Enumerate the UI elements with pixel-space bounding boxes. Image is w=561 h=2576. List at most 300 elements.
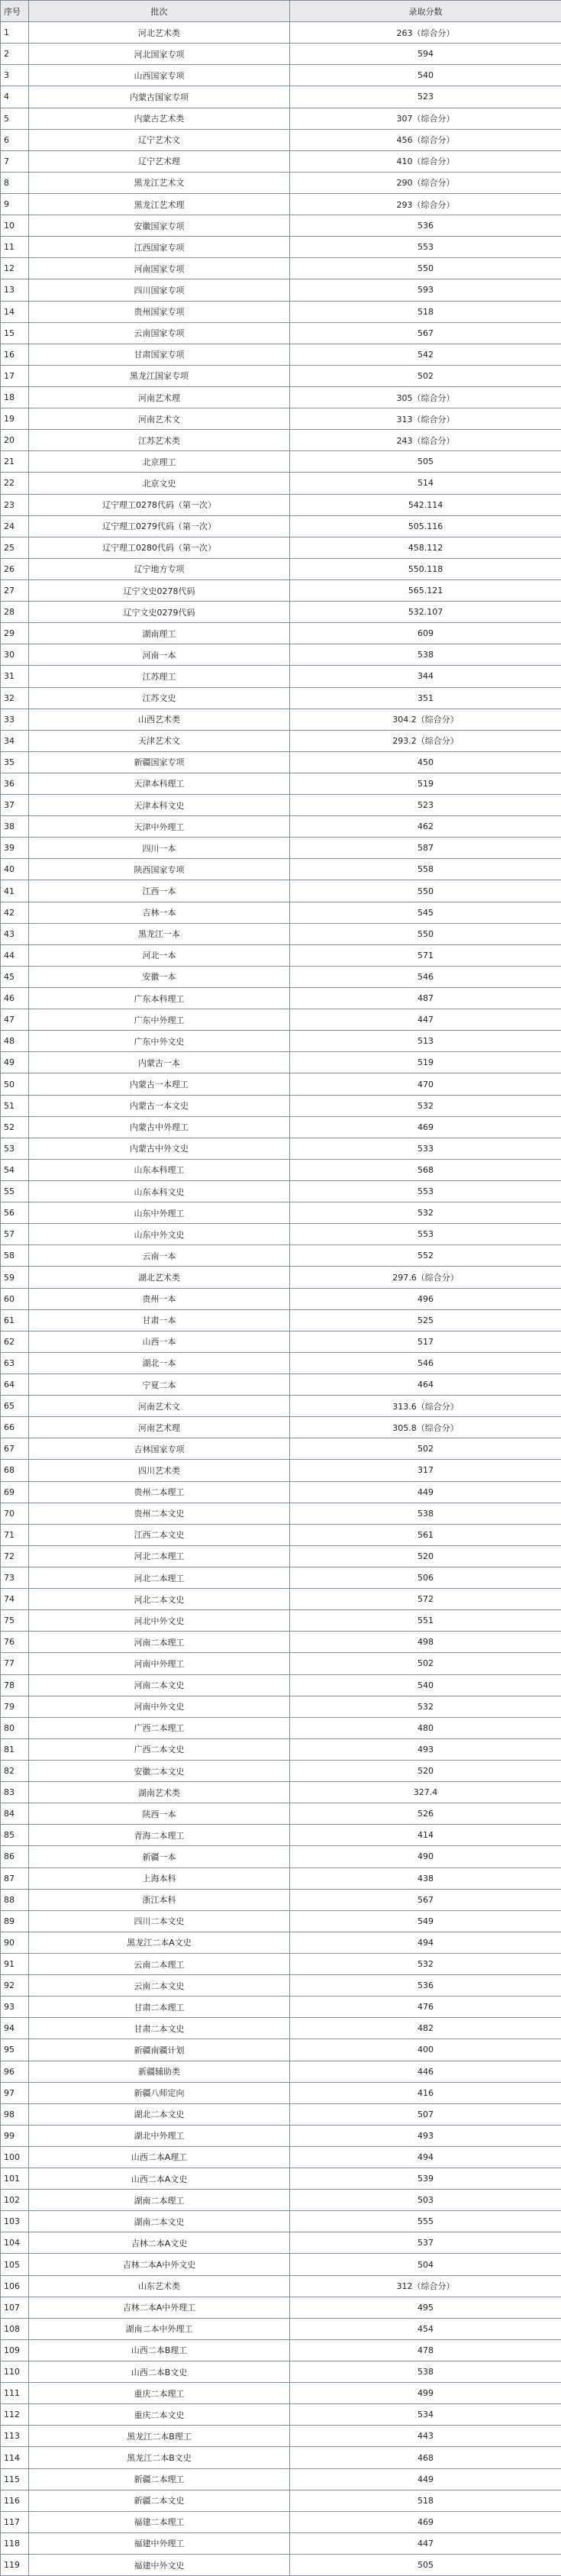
- table-row: [1, 1073, 561, 1095]
- row-score: 593: [290, 279, 561, 301]
- row-batch: 四川国家专项: [29, 279, 290, 301]
- row-index: 43: [1, 923, 29, 944]
- table-row: [1, 1632, 561, 1653]
- table-row: [1, 2168, 561, 2190]
- row-index: 89: [1, 1910, 29, 1932]
- row-index: 117: [1, 2511, 29, 2532]
- row-score: 536: [290, 1975, 561, 1997]
- row-index: 76: [1, 1632, 29, 1653]
- row-batch: 河南一本: [29, 644, 290, 666]
- table-row: [1, 2211, 561, 2232]
- row-score: 555: [290, 2211, 561, 2232]
- row-score: 520: [290, 1545, 561, 1567]
- row-score: 533: [290, 1138, 561, 1159]
- row-batch: 河南艺术文: [29, 408, 290, 430]
- table-row: [1, 1846, 561, 1867]
- row-score: 538: [290, 644, 561, 666]
- row-index: 64: [1, 1374, 29, 1396]
- row-index: 111: [1, 2383, 29, 2404]
- table-row: [1, 2511, 561, 2532]
- row-score: 540: [290, 65, 561, 86]
- table-row: [1, 1545, 561, 1567]
- row-batch: 辽宁地方专项: [29, 558, 290, 579]
- row-index: 112: [1, 2404, 29, 2426]
- table-row: [1, 2190, 561, 2211]
- row-score: 609: [290, 623, 561, 644]
- row-score: 498: [290, 1632, 561, 1653]
- row-index: 66: [1, 1417, 29, 1438]
- table-row: [1, 1417, 561, 1438]
- row-score: 446: [290, 2061, 561, 2082]
- row-batch: 河南二本理工: [29, 1632, 290, 1653]
- row-score: 506: [290, 1567, 561, 1588]
- row-index: 67: [1, 1438, 29, 1460]
- row-score: 297.6（综合分）: [290, 1267, 561, 1288]
- row-score: 458.112: [290, 537, 561, 558]
- row-index: 29: [1, 623, 29, 644]
- row-batch: 云南二本文史: [29, 1975, 290, 1997]
- row-index: 47: [1, 1009, 29, 1031]
- table-row: [1, 86, 561, 108]
- row-index: 31: [1, 666, 29, 687]
- row-batch: 广西二本文史: [29, 1738, 290, 1760]
- row-index: 72: [1, 1545, 29, 1567]
- row-score: 312（综合分）: [290, 2275, 561, 2297]
- table-row: [1, 966, 561, 987]
- table-row: [1, 880, 561, 902]
- table-row: [1, 944, 561, 966]
- row-batch: 山西二本A文史: [29, 2168, 290, 2190]
- row-index: 65: [1, 1396, 29, 1417]
- row-batch: 江西国家专项: [29, 237, 290, 258]
- row-batch: 辽宁艺术文: [29, 129, 290, 150]
- row-index: 71: [1, 1524, 29, 1545]
- row-index: 74: [1, 1589, 29, 1610]
- row-batch: 湖南二本理工: [29, 2190, 290, 2211]
- table-row: [1, 730, 561, 751]
- header-score: 录取分数: [290, 1, 561, 22]
- row-index: 106: [1, 2275, 29, 2297]
- table-row: [1, 494, 561, 515]
- row-index: 115: [1, 2468, 29, 2490]
- table-row: [1, 2383, 561, 2404]
- row-index: 59: [1, 1267, 29, 1288]
- row-batch: 福建中外理工: [29, 2532, 290, 2554]
- row-score: 307（综合分）: [290, 108, 561, 129]
- row-batch: 内蒙古中外文史: [29, 1138, 290, 1159]
- row-batch: 黑龙江二本B文史: [29, 2447, 290, 2468]
- row-batch: 新疆一本: [29, 1846, 290, 1867]
- table-row: [1, 2361, 561, 2383]
- row-index: 34: [1, 730, 29, 751]
- row-index: 62: [1, 1331, 29, 1352]
- row-batch: 四川一本: [29, 838, 290, 859]
- row-batch: 陕西国家专项: [29, 859, 290, 880]
- row-batch: 广东中外文史: [29, 1031, 290, 1052]
- table-row: [1, 2082, 561, 2103]
- row-score: 351: [290, 687, 561, 709]
- row-batch: 山东艺术类: [29, 2275, 290, 2297]
- row-score: 514: [290, 473, 561, 494]
- row-score: 526: [290, 1803, 561, 1825]
- row-score: 327.4: [290, 1782, 561, 1803]
- row-index: 22: [1, 473, 29, 494]
- row-batch: 贵州二本文史: [29, 1503, 290, 1524]
- row-score: 532: [290, 1953, 561, 1974]
- row-batch: 云南二本理工: [29, 1953, 290, 1974]
- row-batch: 山西二本B文史: [29, 2361, 290, 2383]
- row-batch: 甘肃一本: [29, 1309, 290, 1331]
- row-score: 568: [290, 1159, 561, 1180]
- table-row: [1, 2039, 561, 2061]
- row-batch: 内蒙古一本: [29, 1052, 290, 1073]
- table-row: [1, 923, 561, 944]
- row-score: 494: [290, 1932, 561, 1953]
- row-index: 58: [1, 1245, 29, 1267]
- row-index: 98: [1, 2103, 29, 2125]
- row-batch: 湖北艺术类: [29, 1267, 290, 1288]
- row-score: 464: [290, 1374, 561, 1396]
- table-row: [1, 795, 561, 816]
- row-batch: 甘肃国家专项: [29, 344, 290, 365]
- row-batch: 山东中外文史: [29, 1224, 290, 1245]
- row-score: 550: [290, 880, 561, 902]
- row-batch: 黑龙江艺术文: [29, 172, 290, 193]
- row-batch: 河北二本文史: [29, 1589, 290, 1610]
- row-batch: 河南艺术理: [29, 1417, 290, 1438]
- row-score: 447: [290, 1009, 561, 1031]
- row-index: 21: [1, 451, 29, 473]
- row-index: 48: [1, 1031, 29, 1052]
- header-index: 序号: [1, 1, 29, 22]
- row-index: 114: [1, 2447, 29, 2468]
- row-index: 57: [1, 1224, 29, 1245]
- table-row: [1, 1997, 561, 2018]
- row-index: 77: [1, 1653, 29, 1674]
- row-index: 33: [1, 709, 29, 730]
- table-row: [1, 1503, 561, 1524]
- row-score: 553: [290, 1224, 561, 1245]
- row-index: 94: [1, 2018, 29, 2039]
- table-body: [1, 22, 561, 2576]
- row-batch: 河南艺术文: [29, 1396, 290, 1417]
- row-index: 95: [1, 2039, 29, 2061]
- row-batch: 吉林二本A中外理工: [29, 2297, 290, 2318]
- row-batch: 甘肃二本理工: [29, 1997, 290, 2018]
- row-index: 53: [1, 1138, 29, 1159]
- row-score: 518: [290, 2490, 561, 2511]
- row-index: 49: [1, 1052, 29, 1073]
- row-score: 505.116: [290, 515, 561, 537]
- row-score: 493: [290, 1738, 561, 1760]
- row-batch: 新疆二本理工: [29, 2468, 290, 2490]
- row-index: 109: [1, 2339, 29, 2361]
- table-row: [1, 386, 561, 408]
- table-row: [1, 687, 561, 709]
- row-batch: 天津中外理工: [29, 816, 290, 838]
- row-score: 545: [290, 902, 561, 923]
- table-row: [1, 2232, 561, 2254]
- row-score: 553: [290, 237, 561, 258]
- row-index: 26: [1, 558, 29, 579]
- row-score: 532.107: [290, 602, 561, 623]
- table-row: [1, 322, 561, 344]
- table-row: [1, 1738, 561, 1760]
- row-score: 499: [290, 2383, 561, 2404]
- table-row: [1, 1031, 561, 1052]
- row-score: 550.118: [290, 558, 561, 579]
- table-row: [1, 838, 561, 859]
- row-score: 538: [290, 1503, 561, 1524]
- table-row: [1, 44, 561, 65]
- row-batch: 辽宁理工0279代码（第一次）: [29, 515, 290, 537]
- row-score: 263（综合分）: [290, 22, 561, 44]
- row-index: 7: [1, 150, 29, 172]
- table-row: [1, 108, 561, 129]
- row-index: 12: [1, 258, 29, 279]
- row-score: 504: [290, 2254, 561, 2275]
- table-row: [1, 1782, 561, 1803]
- table-row: [1, 537, 561, 558]
- row-batch: 上海本科: [29, 1867, 290, 1889]
- row-index: 104: [1, 2232, 29, 2254]
- row-score: 553: [290, 1181, 561, 1202]
- table-row: [1, 666, 561, 687]
- row-index: 55: [1, 1181, 29, 1202]
- row-score: 304.2（综合分）: [290, 709, 561, 730]
- row-score: 454: [290, 2318, 561, 2339]
- row-index: 100: [1, 2146, 29, 2168]
- row-index: 51: [1, 1095, 29, 1116]
- row-index: 39: [1, 838, 29, 859]
- row-batch: 河北一本: [29, 944, 290, 966]
- row-index: 103: [1, 2211, 29, 2232]
- row-score: 505: [290, 451, 561, 473]
- row-score: 507: [290, 2103, 561, 2125]
- table-row: [1, 2318, 561, 2339]
- row-index: 107: [1, 2297, 29, 2318]
- row-score: 542: [290, 344, 561, 365]
- table-row: [1, 1181, 561, 1202]
- row-index: 14: [1, 301, 29, 322]
- row-score: 313（综合分）: [290, 408, 561, 430]
- row-index: 27: [1, 579, 29, 601]
- table-row: [1, 558, 561, 579]
- row-index: 10: [1, 215, 29, 237]
- row-index: 61: [1, 1309, 29, 1331]
- row-score: 519: [290, 773, 561, 794]
- row-score: 496: [290, 1288, 561, 1309]
- row-batch: 福建二本理工: [29, 2511, 290, 2532]
- table-row: [1, 150, 561, 172]
- row-score: 502: [290, 365, 561, 386]
- row-batch: 河北二本理工: [29, 1545, 290, 1567]
- row-score: 243（综合分）: [290, 430, 561, 451]
- row-score: 594: [290, 44, 561, 65]
- row-batch: 湖北中外理工: [29, 2125, 290, 2146]
- row-score: 470: [290, 1073, 561, 1095]
- row-batch: 天津艺术文: [29, 730, 290, 751]
- row-index: 69: [1, 1481, 29, 1503]
- table-row: [1, 859, 561, 880]
- row-index: 35: [1, 751, 29, 773]
- row-index: 9: [1, 193, 29, 215]
- table-row: [1, 2103, 561, 2125]
- row-index: 11: [1, 237, 29, 258]
- row-batch: 江西一本: [29, 880, 290, 902]
- row-index: 82: [1, 1760, 29, 1781]
- row-index: 19: [1, 408, 29, 430]
- row-score: 317: [290, 1460, 561, 1481]
- row-score: 546: [290, 1352, 561, 1374]
- table-row: [1, 2339, 561, 2361]
- table-row: [1, 1653, 561, 1674]
- table-row: [1, 279, 561, 301]
- row-index: 30: [1, 644, 29, 666]
- table-row: [1, 1825, 561, 1846]
- table-row: [1, 2404, 561, 2426]
- row-index: 37: [1, 795, 29, 816]
- row-score: 520: [290, 1760, 561, 1781]
- row-batch: 天津本科理工: [29, 773, 290, 794]
- row-batch: 山东本科文史: [29, 1181, 290, 1202]
- row-batch: 湖北一本: [29, 1352, 290, 1374]
- row-batch: 河北艺术类: [29, 22, 290, 44]
- row-batch: 新疆二本文史: [29, 2490, 290, 2511]
- row-index: 13: [1, 279, 29, 301]
- row-score: 523: [290, 795, 561, 816]
- table-row: [1, 258, 561, 279]
- row-index: 56: [1, 1202, 29, 1224]
- row-batch: 内蒙古一本理工: [29, 1073, 290, 1095]
- row-batch: 新疆八师定向: [29, 2082, 290, 2103]
- row-batch: 山西二本A理工: [29, 2146, 290, 2168]
- row-batch: 河南中外理工: [29, 1653, 290, 1674]
- row-score: 546: [290, 966, 561, 987]
- row-batch: 河南艺术理: [29, 386, 290, 408]
- table-row: [1, 1760, 561, 1781]
- table-row: [1, 1224, 561, 1245]
- row-batch: 甘肃二本文史: [29, 2018, 290, 2039]
- row-score: 567: [290, 1889, 561, 1910]
- table-row: [1, 2426, 561, 2447]
- row-batch: 山东中外理工: [29, 1202, 290, 1224]
- row-score: 344: [290, 666, 561, 687]
- table-row: [1, 2018, 561, 2039]
- row-index: 5: [1, 108, 29, 129]
- row-batch: 河南国家专项: [29, 258, 290, 279]
- table-row: [1, 1717, 561, 1738]
- table-row: [1, 215, 561, 237]
- row-index: 54: [1, 1159, 29, 1180]
- row-score: 549: [290, 1910, 561, 1932]
- row-score: 540: [290, 1674, 561, 1696]
- row-score: 552: [290, 1245, 561, 1267]
- row-index: 113: [1, 2426, 29, 2447]
- row-batch: 辽宁文史0279代码: [29, 602, 290, 623]
- row-batch: 天津本科文史: [29, 795, 290, 816]
- row-batch: 山西艺术类: [29, 709, 290, 730]
- table-row: [1, 751, 561, 773]
- row-score: 572: [290, 1589, 561, 1610]
- row-score: 536: [290, 215, 561, 237]
- row-score: 469: [290, 2511, 561, 2532]
- table-row: [1, 1374, 561, 1396]
- row-score: 400: [290, 2039, 561, 2061]
- table-row: [1, 1438, 561, 1460]
- row-index: 68: [1, 1460, 29, 1481]
- row-index: 73: [1, 1567, 29, 1588]
- row-index: 18: [1, 386, 29, 408]
- row-score: 532: [290, 1696, 561, 1717]
- row-index: 38: [1, 816, 29, 838]
- table-row: [1, 129, 561, 150]
- table-row: [1, 2447, 561, 2468]
- row-batch: 江西二本文史: [29, 1524, 290, 1545]
- row-score: 502: [290, 1438, 561, 1460]
- table-row: [1, 709, 561, 730]
- row-batch: 四川二本文史: [29, 1910, 290, 1932]
- row-score: 487: [290, 988, 561, 1009]
- row-score: 550: [290, 258, 561, 279]
- row-batch: 新疆国家专项: [29, 751, 290, 773]
- row-batch: 广东本科理工: [29, 988, 290, 1009]
- row-index: 23: [1, 494, 29, 515]
- row-index: 3: [1, 65, 29, 86]
- row-score: 438: [290, 1867, 561, 1889]
- row-score: 480: [290, 1717, 561, 1738]
- table-row: [1, 301, 561, 322]
- table-header-row: [1, 1, 561, 22]
- table-row: [1, 451, 561, 473]
- row-index: 101: [1, 2168, 29, 2190]
- row-index: 83: [1, 1782, 29, 1803]
- row-score: 571: [290, 944, 561, 966]
- table-row: [1, 430, 561, 451]
- row-index: 40: [1, 859, 29, 880]
- row-index: 60: [1, 1288, 29, 1309]
- row-batch: 广西二本理工: [29, 1717, 290, 1738]
- row-score: 525: [290, 1309, 561, 1331]
- table-row: [1, 902, 561, 923]
- row-score: 539: [290, 2168, 561, 2190]
- row-score: 456（综合分）: [290, 129, 561, 150]
- row-batch: 黑龙江艺术理: [29, 193, 290, 215]
- table-row: [1, 602, 561, 623]
- row-index: 50: [1, 1073, 29, 1095]
- table-row: [1, 2297, 561, 2318]
- row-batch: 江苏文史: [29, 687, 290, 709]
- row-score: 313.6（综合分）: [290, 1396, 561, 1417]
- row-batch: 山西一本: [29, 1331, 290, 1352]
- row-index: 105: [1, 2254, 29, 2275]
- row-index: 99: [1, 2125, 29, 2146]
- row-index: 97: [1, 2082, 29, 2103]
- row-index: 32: [1, 687, 29, 709]
- row-index: 52: [1, 1116, 29, 1138]
- row-index: 28: [1, 602, 29, 623]
- row-score: 561: [290, 1524, 561, 1545]
- row-index: 93: [1, 1997, 29, 2018]
- row-batch: 新疆辅助类: [29, 2061, 290, 2082]
- row-batch: 四川艺术类: [29, 1460, 290, 1481]
- table-row: [1, 1288, 561, 1309]
- row-index: 45: [1, 966, 29, 987]
- table-row: [1, 1674, 561, 1696]
- table-row: [1, 65, 561, 86]
- row-batch: 内蒙古一本文史: [29, 1095, 290, 1116]
- row-score: 537: [290, 2232, 561, 2254]
